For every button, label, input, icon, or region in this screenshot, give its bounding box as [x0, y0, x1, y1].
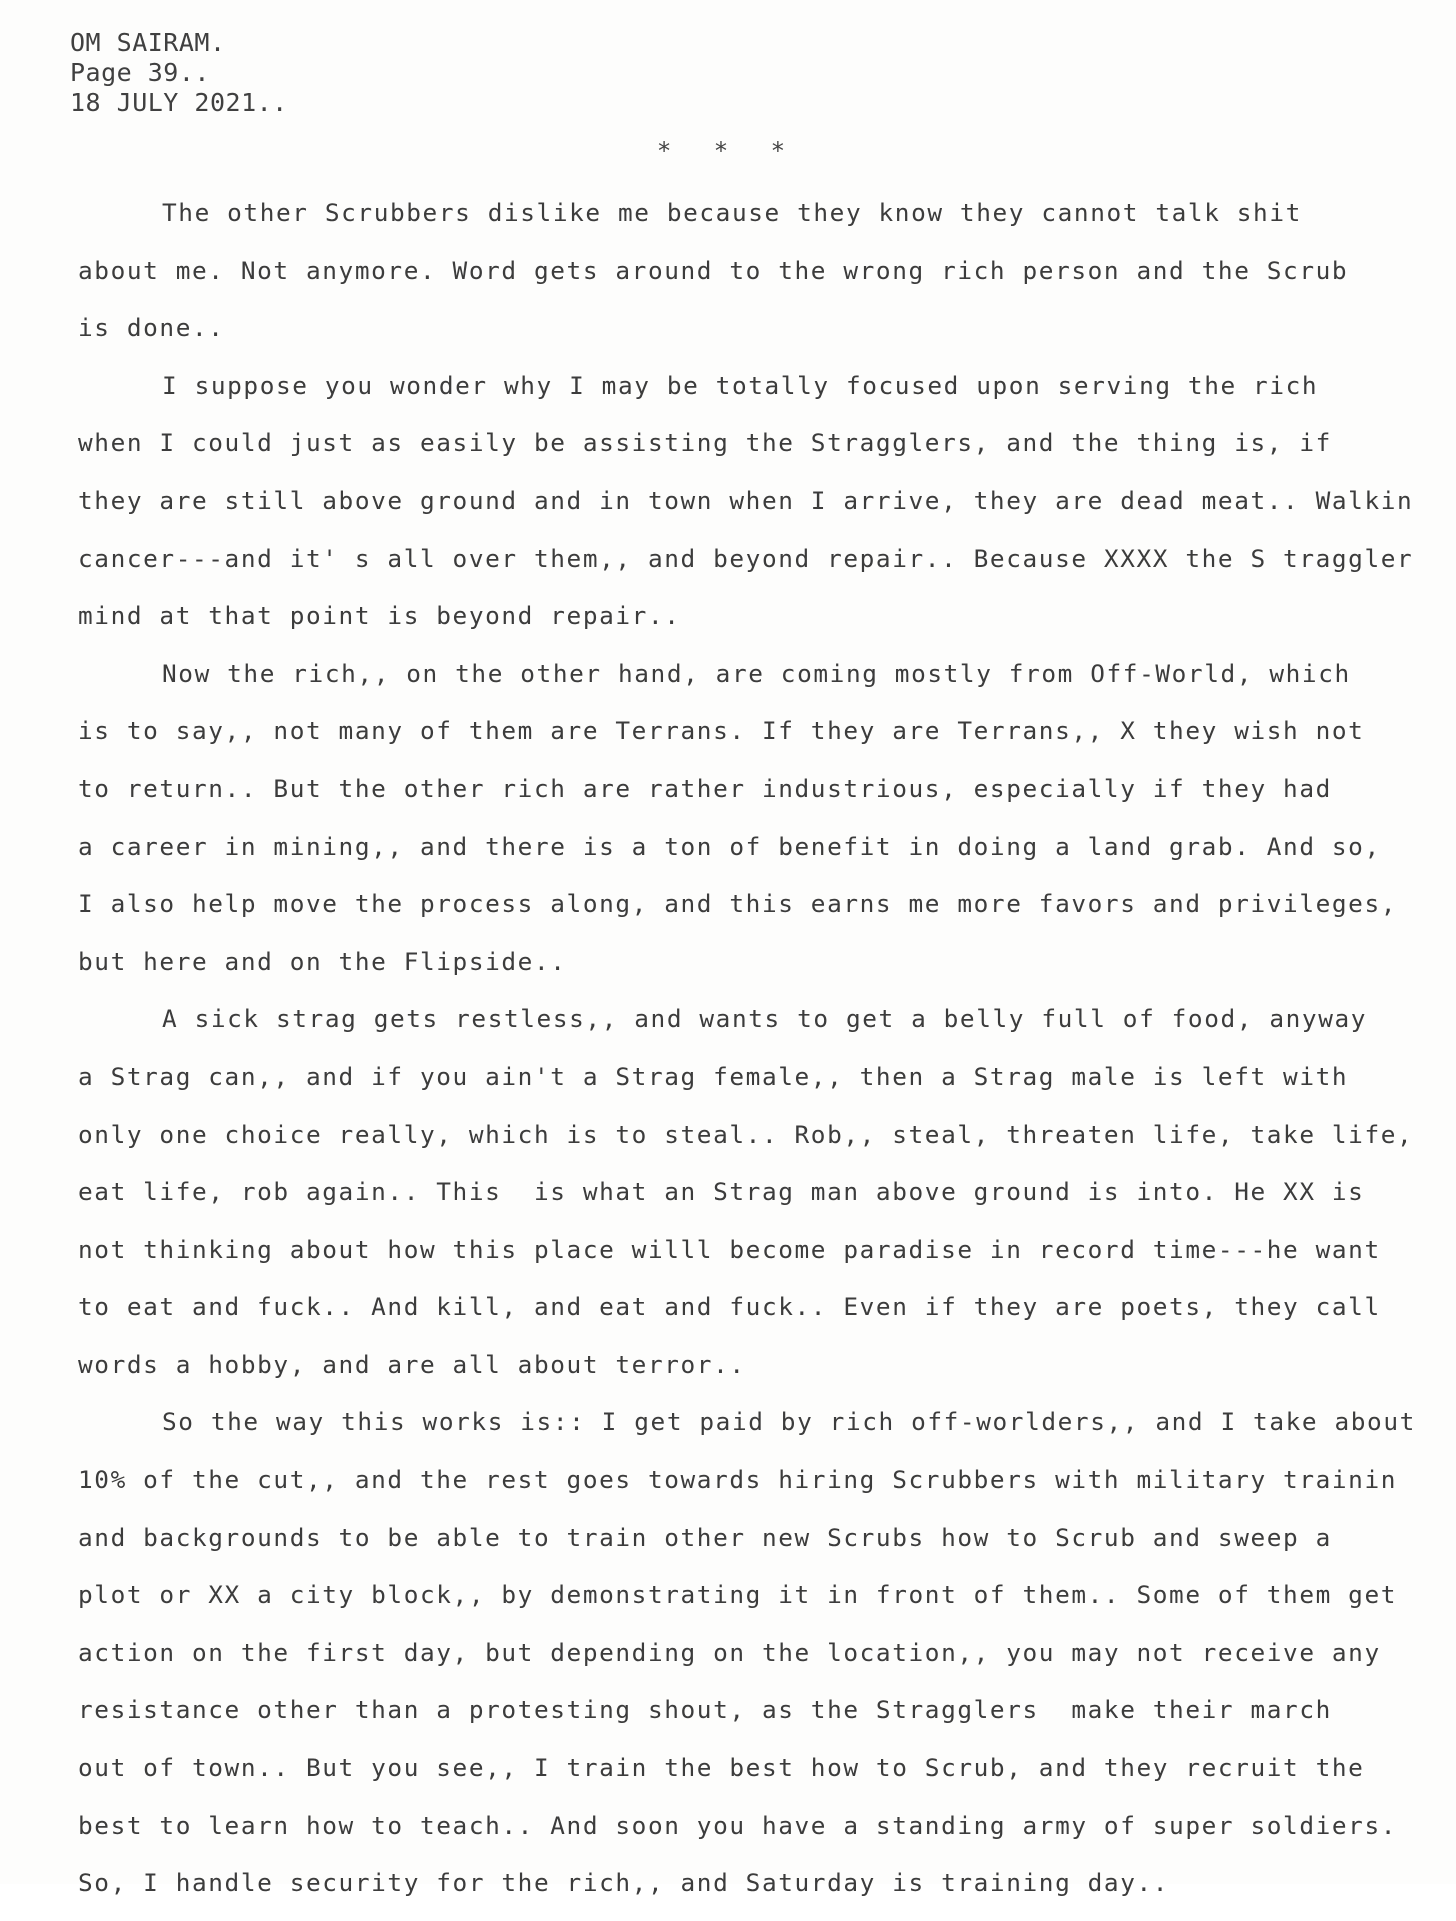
- text-line: is to say,, not many of them are Terrans. If they are Terrans,, X they wish not: [78, 716, 1365, 746]
- section-separator: * * *: [656, 137, 800, 165]
- text-line: best to learn how to teach.. And soon you have a standing army of super soldiers.: [78, 1810, 1398, 1840]
- text-line: a Strag can,, and if you ain't a Strag female,, then a Strag male is left with: [78, 1061, 1349, 1091]
- text-line: I suppose you wonder why I may be totally focused upon serving the rich: [162, 370, 1319, 400]
- text-line: to return.. But the other rich are rather industrious, especially if they had: [78, 773, 1332, 803]
- page-number: Page 39..: [70, 58, 210, 87]
- text-line: not thinking about how this place willl become paradise in record time---he want: [78, 1234, 1381, 1264]
- text-line: The other Scrubbers dislike me because they know they cannot talk shit: [162, 198, 1302, 227]
- text-line: resistance other than a protesting shout, as the Stragglers make their march: [78, 1695, 1332, 1725]
- text-line: out of town.. But you see,, I train the best how to Scrub, and they recruit the: [78, 1753, 1365, 1783]
- text-line: about me. Not anymore. Word gets around to the wrong rich person and the Scrub: [78, 255, 1349, 285]
- header-title: OM SAIRAM.: [70, 28, 226, 57]
- text-line: cancer---and it' s all over them,, and beyond repair.. Because XXXX the S traggler: [78, 543, 1414, 573]
- text-line: they are still above ground and in town when I arrive, they are dead meat.. Walkin: [78, 485, 1414, 515]
- text-line: only one choice really, which is to steal.. Rob,, steal, threaten life, take life,: [78, 1119, 1414, 1149]
- text-line: is done..: [78, 313, 225, 343]
- text-line: and backgrounds to be able to train other new Scrubs how to Scrub and sweep a: [78, 1522, 1332, 1552]
- text-line: to eat and fuck.. And kill, and eat and fuck.. Even if they are poets, they call: [78, 1292, 1381, 1322]
- page-header: [70, 28, 288, 118]
- page-date: 18 JULY 2021..: [70, 88, 288, 117]
- text-line: but here and on the Flipside..: [78, 946, 567, 976]
- text-line: So the way this works is:: I get paid by rich off-worlders,, and I take about: [162, 1407, 1416, 1437]
- text-line: A sick strag gets restless,, and wants to get a belly full of food, anyway: [162, 1004, 1368, 1034]
- text-line: words a hobby, and are all about terror..: [78, 1349, 746, 1379]
- text-line: eat life, rob again.. This is what an Strag man above ground is into. He XX is: [78, 1177, 1365, 1207]
- text-line: So, I handle security for the rich,, and Saturday is training day..: [78, 1868, 1170, 1898]
- text-line: a career in mining,, and there is a ton of benefit in doing a land grab. And so,: [78, 831, 1381, 861]
- body-text: [78, 193, 1448, 1921]
- text-line: action on the first day, but depending on the location,, you may not receive any: [78, 1637, 1381, 1667]
- text-line: plot or XX a city block,, by demonstrating it in front of them.. Some of them get: [78, 1580, 1398, 1610]
- text-line: when I could just as easily be assisting the Stragglers, and the thing is, if: [78, 428, 1332, 458]
- text-line: mind at that point is beyond repair..: [78, 601, 681, 631]
- text-line: 10% of the cut,, and the rest goes towards hiring Scrubbers with military trainin: [78, 1465, 1398, 1495]
- text-line: I also help move the process along, and this earns me more favors and privileges,: [78, 889, 1398, 919]
- text-line: Now the rich,, on the other hand, are coming mostly from Off-World, which: [162, 658, 1351, 688]
